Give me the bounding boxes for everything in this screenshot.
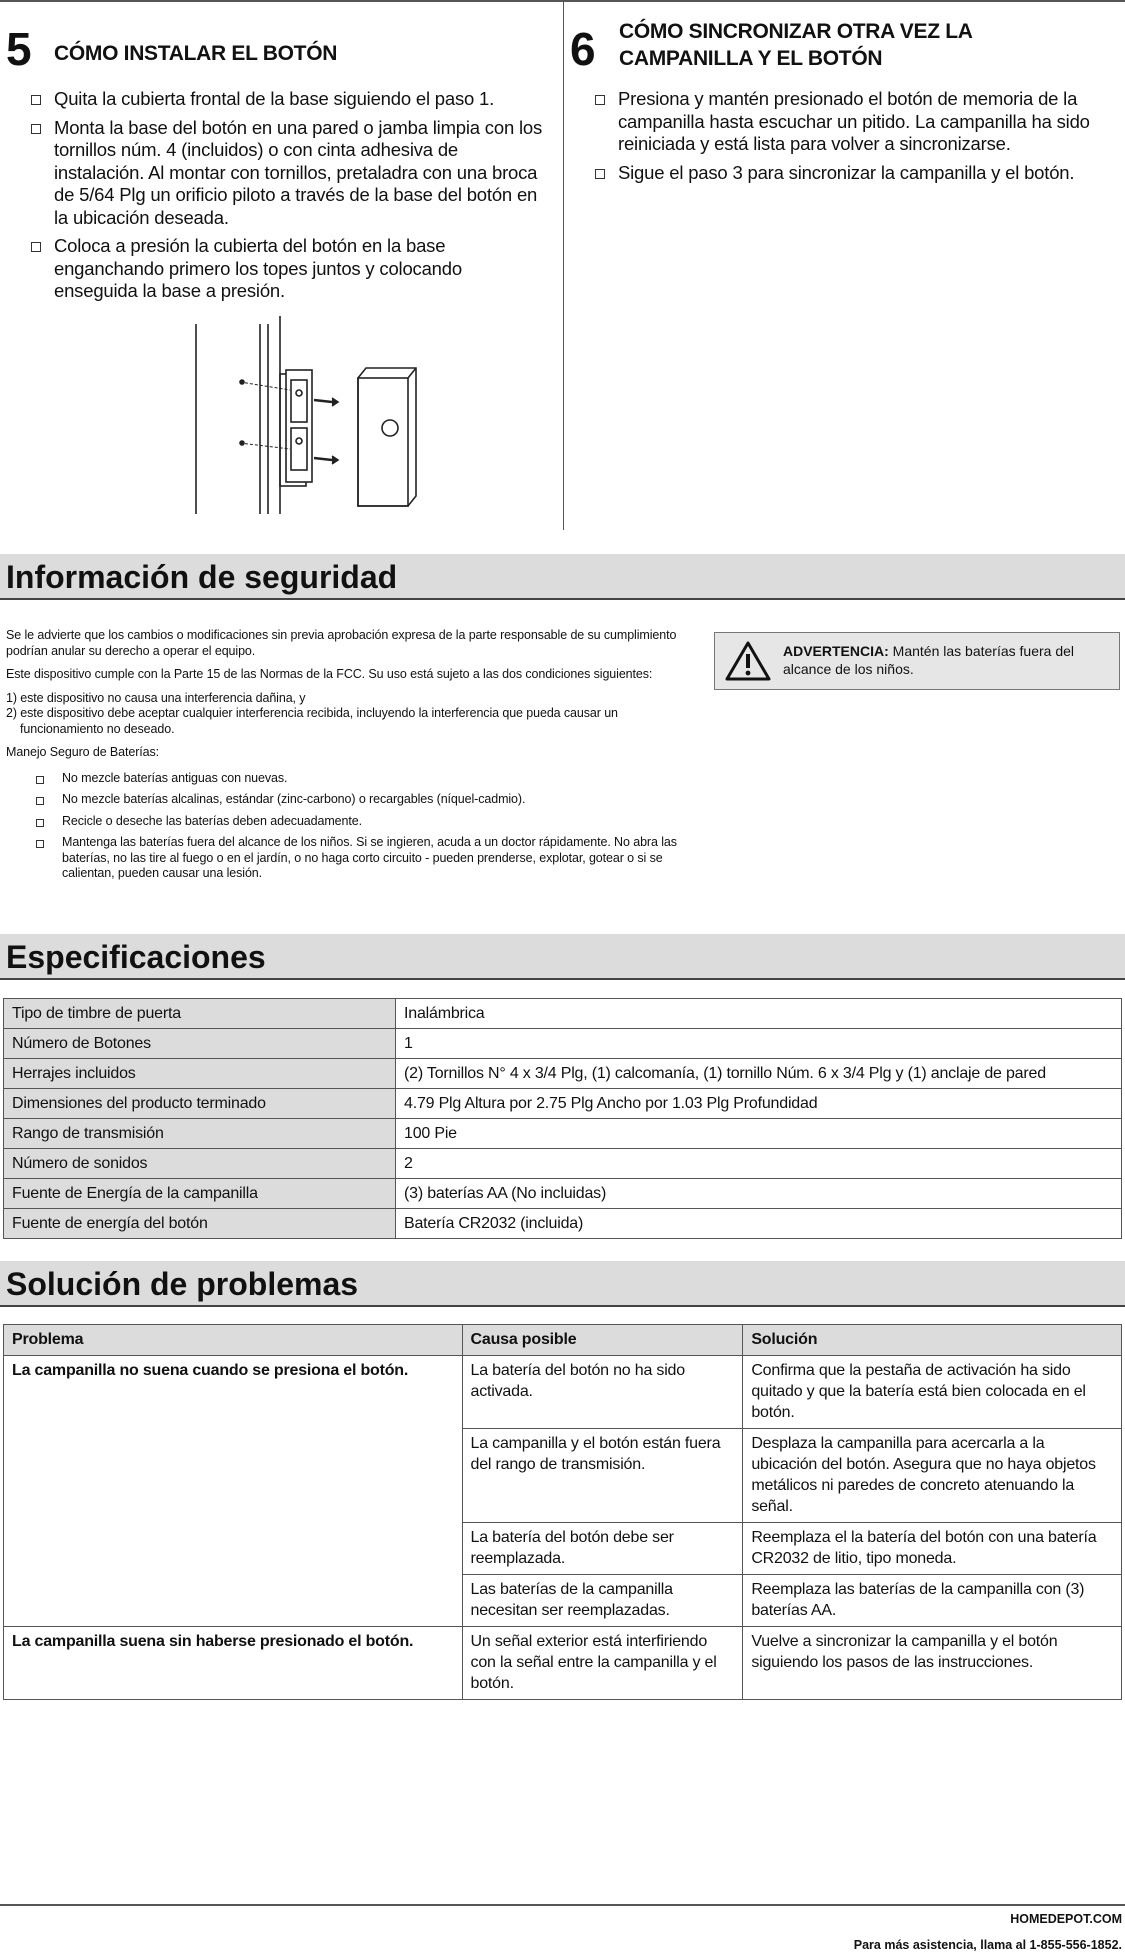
step-6-title-line-2: CAMPANILLA Y EL BOTÓN <box>619 47 883 70</box>
step-6-title <box>619 18 973 72</box>
cause-cell: La batería del botón no ha sido activada. <box>462 1356 743 1429</box>
cause-cell: Un señal exterior está interfiriendo con la señal entre la campanilla y el botón. <box>462 1627 743 1700</box>
column-divider <box>563 2 564 530</box>
fcc-conditions <box>6 691 696 738</box>
specs-heading: Especificaciones <box>6 939 266 975</box>
table-row <box>4 1627 1122 1700</box>
table-row <box>4 999 1122 1029</box>
spec-key: Número de sonidos <box>4 1149 396 1179</box>
cause-cell: La campanilla y el botón están fuera del rango de transmisión. <box>462 1429 743 1523</box>
table-header-row <box>4 1325 1122 1356</box>
table-row <box>4 1356 1122 1429</box>
step-5-bullet: Quita la cubierta frontal de la base siguiendo el paso 1. <box>28 88 548 111</box>
fcc-condition: 2) este dispositivo debe aceptar cualquier interferencia recibida, incluyendo la interferencia que pueda causar un funcionamiento no deseado. <box>6 706 618 736</box>
step-5-list <box>28 88 548 309</box>
step-5-number: 5 <box>6 23 32 75</box>
spec-value: (3) baterías AA (No incluidas) <box>396 1179 1122 1209</box>
spec-key: Rango de transmisión <box>4 1119 396 1149</box>
safety-text <box>6 628 696 888</box>
cause-cell: La batería del botón debe ser reemplazada. <box>462 1523 743 1575</box>
battery-heading: Manejo Seguro de Baterías: <box>6 745 160 759</box>
safety-heading: Información de seguridad <box>6 559 398 595</box>
spec-key: Número de Botones <box>4 1029 396 1059</box>
troubleshooting-header <box>0 1261 1125 1307</box>
step-5-bullet: Coloca a presión la cubierta del botón en la base enganchando primero los topes juntos y colocando enseguida la base a presión. <box>28 235 548 303</box>
solution-cell: Reemplaza el la batería del botón con una batería CR2032 de litio, tipo moneda. <box>743 1523 1122 1575</box>
table-row <box>4 1119 1122 1149</box>
safety-header <box>0 554 1125 600</box>
spec-value: Batería CR2032 (incluida) <box>396 1209 1122 1239</box>
column-header-solution: Solución <box>743 1325 1122 1356</box>
step-6-bullet: Sigue el paso 3 para sincronizar la campanilla y el botón. <box>592 162 1104 185</box>
problem-cell: La campanilla no suena cuando se presiona el botón. <box>4 1356 463 1627</box>
spec-value: 4.79 Plg Altura por 2.75 Plg Ancho por 1.03 Plg Profundidad <box>396 1089 1122 1119</box>
warning-message: Mantén las baterías fuera del alcance de los niños. <box>783 643 1075 677</box>
spec-value: (2) Tornillos N° 4 x 3/4 Plg, (1) calcomanía, (1) tornillo Núm. 6 x 3/4 Plg y (1) anclaje de pared <box>396 1059 1122 1089</box>
spec-value: Inalámbrica <box>396 999 1122 1029</box>
table-row <box>4 1059 1122 1089</box>
spec-key: Fuente de energía del botón <box>4 1209 396 1239</box>
solution-cell: Reemplaza las baterías de la campanilla con (3) baterías AA. <box>743 1575 1122 1627</box>
spec-value: 1 <box>396 1029 1122 1059</box>
step-5-title: CÓMO INSTALAR EL BOTÓN <box>54 42 338 65</box>
solution-cell: Confirma que la pestaña de activación ha sido quitado y que la batería está bien colocada en el botón. <box>743 1356 1122 1429</box>
column-header-cause: Causa posible <box>462 1325 743 1356</box>
solution-cell: Desplaza la campanilla para acercarla a la ubicación del botón. Asegura que no haya objetos metálicos ni paredes de concreto atenuando la señal. <box>743 1429 1122 1523</box>
battery-list <box>6 771 696 882</box>
cause-cell: Las baterías de la campanilla necesitan ser reemplazadas. <box>462 1575 743 1627</box>
step-5-bullet: Monta la base del botón en una pared o jamba limpia con los tornillos núm. 4 (incluidos) o con cinta adhesiva de instalación. Al montar con tornillos, pretaladra con una broca de 5/64 Plg un orificio piloto a través de la base del botón en la ubicación deseada. <box>28 117 548 230</box>
battery-bullet: No mezcle baterías antiguas con nuevas. <box>6 771 696 787</box>
troubleshooting-table <box>3 1324 1122 1700</box>
fcc-condition: 1) este dispositivo no causa una interferencia dañina, y <box>6 690 306 705</box>
table-row <box>4 1179 1122 1209</box>
warning-label: ADVERTENCIA: <box>783 643 889 659</box>
spec-value: 100 Pie <box>396 1119 1122 1149</box>
step-6-title-line-1: CÓMO SINCRONIZAR OTRA VEZ LA <box>619 20 973 43</box>
step-6-bullet: Presiona y mantén presionado el botón de memoria de la campanilla hasta escuchar un pitido. La campanilla ha sido reiniciada y está lista para volver a sincronizarse. <box>592 88 1104 156</box>
spec-value: 2 <box>396 1149 1122 1179</box>
table-row <box>4 1149 1122 1179</box>
spec-key: Fuente de Energía de la campanilla <box>4 1179 396 1209</box>
column-header-problem: Problema <box>4 1325 463 1356</box>
button-mounting-illustration <box>190 316 420 516</box>
spec-key: Tipo de timbre de puerta <box>4 999 396 1029</box>
table-row <box>4 1029 1122 1059</box>
safety-para-1: Se le advierte que los cambios o modificaciones sin previa aprobación expresa de la parte responsable de su cumplimiento podrían anular su derecho a operar el equipo. <box>6 628 677 658</box>
warning-box <box>714 632 1120 690</box>
footer-help: Para más asistencia, llama al 1-855-556-1852. <box>853 1938 1122 1952</box>
battery-bullet: No mezcle baterías alcalinas, estándar (zinc-carbono) o recargables (níquel-cadmio). <box>6 792 696 808</box>
warning-triangle-icon <box>725 640 771 682</box>
warning-text <box>783 642 1113 678</box>
table-row <box>4 1089 1122 1119</box>
troubleshooting-heading: Solución de problemas <box>6 1266 359 1302</box>
specs-header <box>0 934 1125 980</box>
safety-para-2: Este dispositivo cumple con la Parte 15 de las Normas de la FCC. Su uso está sujeto a las dos condiciones siguientes: <box>6 667 653 681</box>
step-6-list <box>592 88 1104 190</box>
spec-key: Herrajes incluidos <box>4 1059 396 1089</box>
footer-rule <box>0 1904 1125 1906</box>
table-row <box>4 1209 1122 1239</box>
step-6-number: 6 <box>570 23 596 75</box>
problem-cell: La campanilla suena sin haberse presionado el botón. <box>4 1627 463 1700</box>
footer-site: HOMEDEPOT.COM <box>1010 1912 1122 1926</box>
solution-cell: Vuelve a sincronizar la campanilla y el botón siguiendo los pasos de las instrucciones. <box>743 1627 1122 1700</box>
battery-bullet: Recicle o deseche las baterías deben adecuadamente. <box>6 814 696 830</box>
battery-bullet: Mantenga las baterías fuera del alcance de los niños. Si se ingieren, acuda a un doctor rápidamente. No abra las baterías, no las tire al fuego o en el jardín, o no haga corto circuito - pueden prenderse, explotar, gotear o si se calientan, pueden causar una lesión. <box>6 835 696 882</box>
spec-key: Dimensiones del producto terminado <box>4 1089 396 1119</box>
specs-table <box>3 998 1122 1239</box>
